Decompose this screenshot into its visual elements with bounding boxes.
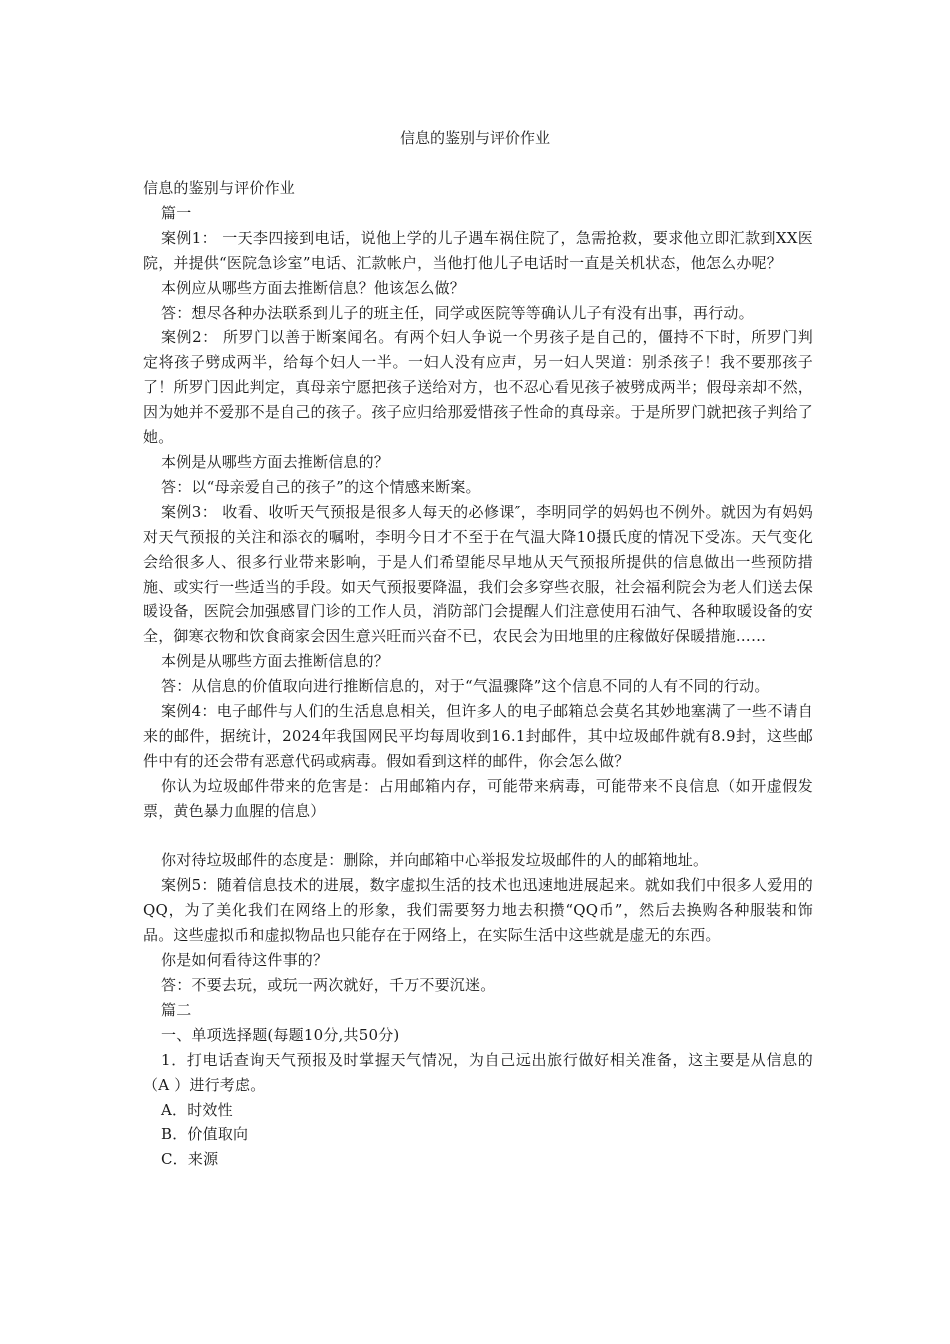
document-body bbox=[143, 176, 813, 1172]
blank-line bbox=[143, 824, 813, 849]
case-3-question: 本例是从哪些方面去推断信息的？ bbox=[161, 652, 390, 671]
option-a: A．时效性 bbox=[161, 1100, 233, 1119]
section-heading-1: 篇一 bbox=[161, 203, 192, 222]
case-4: 案例4：电子邮件与人们的生活息息相关，但许多人的电子邮箱总会莫名其妙地塞满了一些不请自来的邮件，据统计，2024年我国网民平均每周收到16.1封邮件，其中垃圾邮件就有8.9封，这些邮件中有的还会带有恶意代码或病毒。假如看到这样的邮件，你会怎么做？ bbox=[143, 702, 813, 770]
case-2: 案例2： 所罗门以善于断案闻名。有两个妇人争说一个男孩子是自己的，僵持不下时，所罗门判定将孩子劈成两半，给每个妇人一半。一妇人没有应声，另一妇人哭道：别杀孩子！我不要那孩子了！所罗门因此判定，真母亲宁愿把孩子送给对方，也不忍心看见孩子被劈成两半；假母亲却不然，因为她并不爱那不是自己的孩子。孩子应归给那爱惜孩子性命的真母亲。于是所罗门就把孩子判给了她。 bbox=[143, 328, 813, 447]
case-5-answer: 答：不要去玩，或玩一两次就好，千万不要沉迷。 bbox=[161, 975, 496, 994]
case-1-question: 本例应从哪些方面去推断信息？他该怎么做？ bbox=[161, 278, 466, 297]
question-1: 1．打电话查询天气预报及时掌握天气情况，为自己远出旅行做好相关准备，这主要是从信息的（A ）进行考虑。 bbox=[143, 1050, 813, 1094]
option-c: C．来源 bbox=[161, 1150, 219, 1169]
case-4-harm: 你认为垃圾邮件带来的危害是：占用邮箱内存，可能带来病毒，可能带来不良信息（如开虚假发票，黄色暴力血腥的信息） bbox=[143, 776, 813, 820]
case-5: 案例5：随着信息技术的进展，数字虚拟生活的技术也迅速地进展起来。就如我们中很多人爱用的QQ，为了美化我们在网络上的形象，我们需要努力地去积攒“QQ币”，然后去换购各种服装和饰品。这些虚拟币和虚拟物品也只能存在于网络上，在实际生活中这些就是虚无的东西。 bbox=[143, 876, 813, 945]
case-2-question: 本例是从哪些方面去推断信息的？ bbox=[161, 452, 390, 471]
option-b: B．价值取向 bbox=[161, 1125, 249, 1144]
case-4-attitude: 你对待垃圾邮件的态度是：删除，并向邮箱中心举报发垃圾邮件的人的邮箱地址。 bbox=[161, 851, 709, 870]
exercise-heading: 一、单项选择题(每题10分,共50分) bbox=[161, 1025, 400, 1044]
case-2-answer: 答：以“母亲爱自己的孩子”的这个情感来断案。 bbox=[161, 477, 481, 496]
section-heading-2: 篇二 bbox=[161, 1000, 192, 1019]
document-title: 信息的鉴别与评价作业 bbox=[399, 129, 550, 147]
case-1: 案例1： 一天李四接到电话，说他上学的儿子遇车祸住院了，急需抢救，要求他立即汇款到XX医院，并提供“医院急诊室”电话、汇款帐户，当他打他儿子电话时一直是关机状态，他怎么办呢？ bbox=[143, 228, 813, 272]
case-5-question: 你是如何看待这件事的？ bbox=[161, 951, 329, 970]
case-3: 案例3： 收看、收听天气预报是很多人每天的必修课″，李明同学的妈妈也不例外。就因为有妈妈对天气预报的关注和添衣的嘱咐，李明今日才不至于在气温大降10摄氏度的情况下受冻。天气变化会给很多人、很多行业带来影响，于是人们希望能尽早地从天气预报所提供的信息做出一些预防措施、或实行一些适当的手段。如天气预报要降温，我们会多穿些衣服，社会福利院会为老人们送去保暖设备，医院会加强感冒门诊的工作人员，消防部门会提醒人们注意使用石油气、各种取暖设备的安全，御寒衣物和饮食商家会因生意兴旺而兴奋不已，农民会为田地里的庄稼做好保暖措施…… bbox=[143, 502, 813, 646]
case-3-answer: 答：从信息的价值取向进行推断信息的，对于“气温骤降”这个信息不同的人有不同的行动。 bbox=[161, 677, 770, 696]
case-1-answer: 答：想尽各种办法联系到儿子的班主任，同学或医院等等确认儿子有没有出事，再行动。 bbox=[161, 303, 754, 322]
document-subtitle: 信息的鉴别与评价作业 bbox=[143, 179, 296, 197]
